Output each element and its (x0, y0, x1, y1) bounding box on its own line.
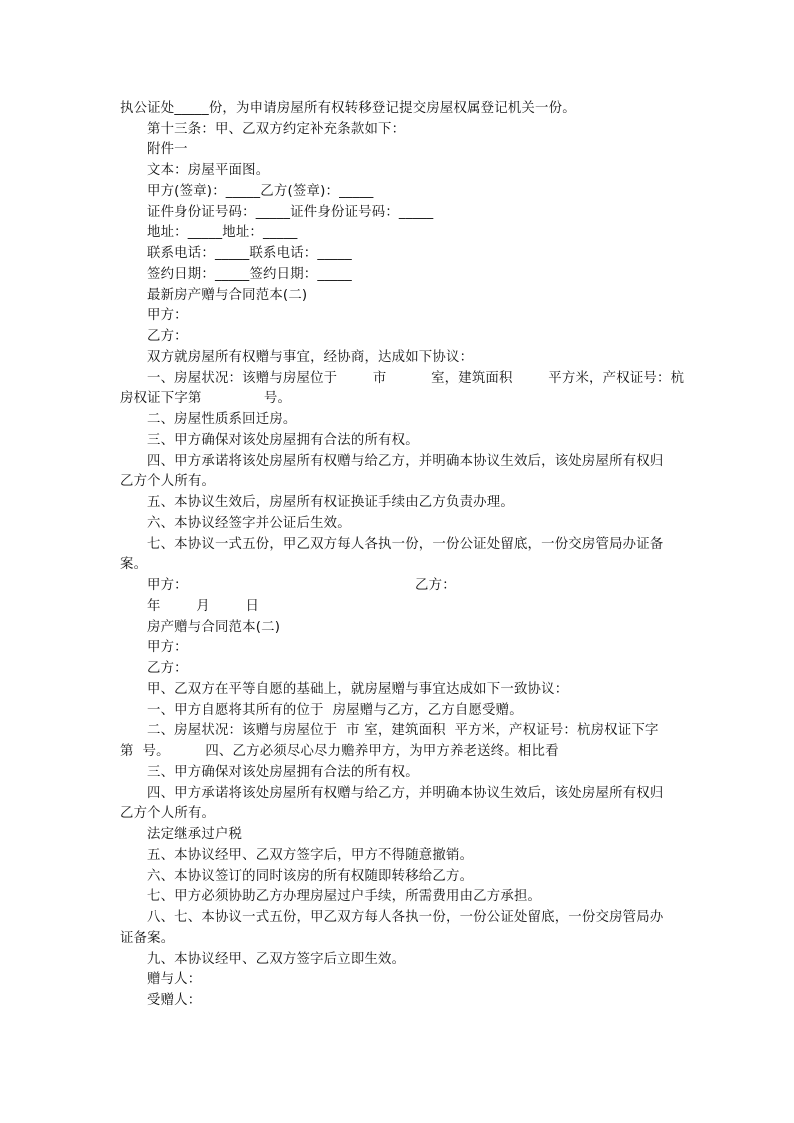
text-line: 甲、乙双方在平等自愿的基础上，就房屋赠与事宜达成如下一致协议： (147, 682, 569, 697)
text-line: 双方就房屋所有权赠与事宜，经协商，达成如下协议： (147, 350, 474, 365)
text-line: 九、本协议经甲、乙双方签字后立即生效。 (147, 952, 406, 967)
text-line: 受赠人： (147, 993, 202, 1008)
text-line: 文本：房屋平面图。 (147, 163, 270, 178)
text-line: 案。 (120, 557, 148, 572)
text-line: 证备案。 (120, 931, 175, 946)
text-line: 赠与人： (147, 972, 202, 987)
text-line: 六、本协议签订的同时该房的所有权随即转移给乙方。 (147, 869, 474, 884)
text-line: 二、房屋状况：该赠与房屋位于 市 室，建筑面积 平方米，产权证号：杭房权证下字 (147, 723, 659, 738)
text-line: 证件身份证号码：_____证件身份证号码：_____ (147, 205, 434, 220)
text-line: 八、七、本协议一式五份，甲乙双方每人各执一份，一份公证处留底，一份交房管局办 (147, 910, 664, 925)
text-line: 甲方(签章)：_____乙方(签章)：_____ (147, 184, 374, 199)
text-line: 签约日期：_____签约日期：_____ (147, 267, 352, 282)
text-line: 乙方个人所有。 (120, 806, 216, 821)
text-line: 房权证下字第 号。 (120, 391, 292, 406)
text-line: 一、甲方自愿将其所有的位于 房屋赠与乙方，乙方自愿受赠。 (147, 703, 523, 718)
text-line: 联系电话：_____联系电话：_____ (147, 246, 352, 261)
text-line: 七、甲方必须协助乙方办理房屋过户手续，所需费用由乙方承担。 (147, 889, 542, 904)
text-line: 甲方： 乙方： (147, 578, 456, 593)
text-line: 三、甲方确保对该处房屋拥有合法的所有权。 (147, 765, 419, 780)
text-line: 五、本协议生效后，房屋所有权证换证手续由乙方负责办理。 (147, 495, 514, 510)
text-line: 法定继承过户税 (147, 827, 243, 842)
text-line: 地址：_____地址：_____ (147, 225, 298, 240)
text-line: 乙方： (147, 661, 188, 676)
text-line: 一、房屋状况：该赠与房屋位于 市 室，建筑面积 平方米，产权证号：杭 (147, 371, 685, 386)
text-line: 六、本协议经签字并公证后生效。 (147, 516, 351, 531)
text-line: 四、甲方承诺将该处房屋所有权赠与给乙方，并明确本协议生效后，该处房屋所有权归 (147, 786, 664, 801)
text-line: 第十三条：甲、乙双方约定补充条款如下： (147, 122, 406, 137)
text-line: 三、甲方确保对该处房屋拥有合法的所有权。 (147, 433, 419, 448)
text-line: 乙方： (147, 329, 188, 344)
text-line: 执公证处_____份，为申请房屋所有权转移登记提交房屋权属登记机关一份。 (120, 101, 576, 116)
text-line: 第 号。 四、乙方必须尽心尽力赡养甲方，为甲方养老送终。相比看 (120, 744, 559, 759)
text-line: 附件一 (147, 142, 188, 157)
text-line: 七、本协议一式五份，甲乙双方每人各执一份，一份公证处留底，一份交房管局办证备 (147, 537, 664, 552)
text-line: 甲方： (147, 308, 188, 323)
text-line: 乙方个人所有。 (120, 474, 216, 489)
text-line: 甲方： (147, 640, 188, 655)
text-line: 二、房屋性质系回迁房。 (147, 412, 297, 427)
section-heading: 最新房产赠与合同范本(二) (147, 288, 308, 303)
text-line: 四、甲方承诺将该处房屋所有权赠与给乙方，并明确本协议生效后，该处房屋所有权归 (147, 454, 664, 469)
section-heading: 房产赠与合同范本(二) (147, 620, 281, 635)
text-line: 年 月 日 (147, 599, 260, 614)
text-line: 五、本协议经甲、乙双方签字后，甲方不得随意撤销。 (147, 848, 474, 863)
